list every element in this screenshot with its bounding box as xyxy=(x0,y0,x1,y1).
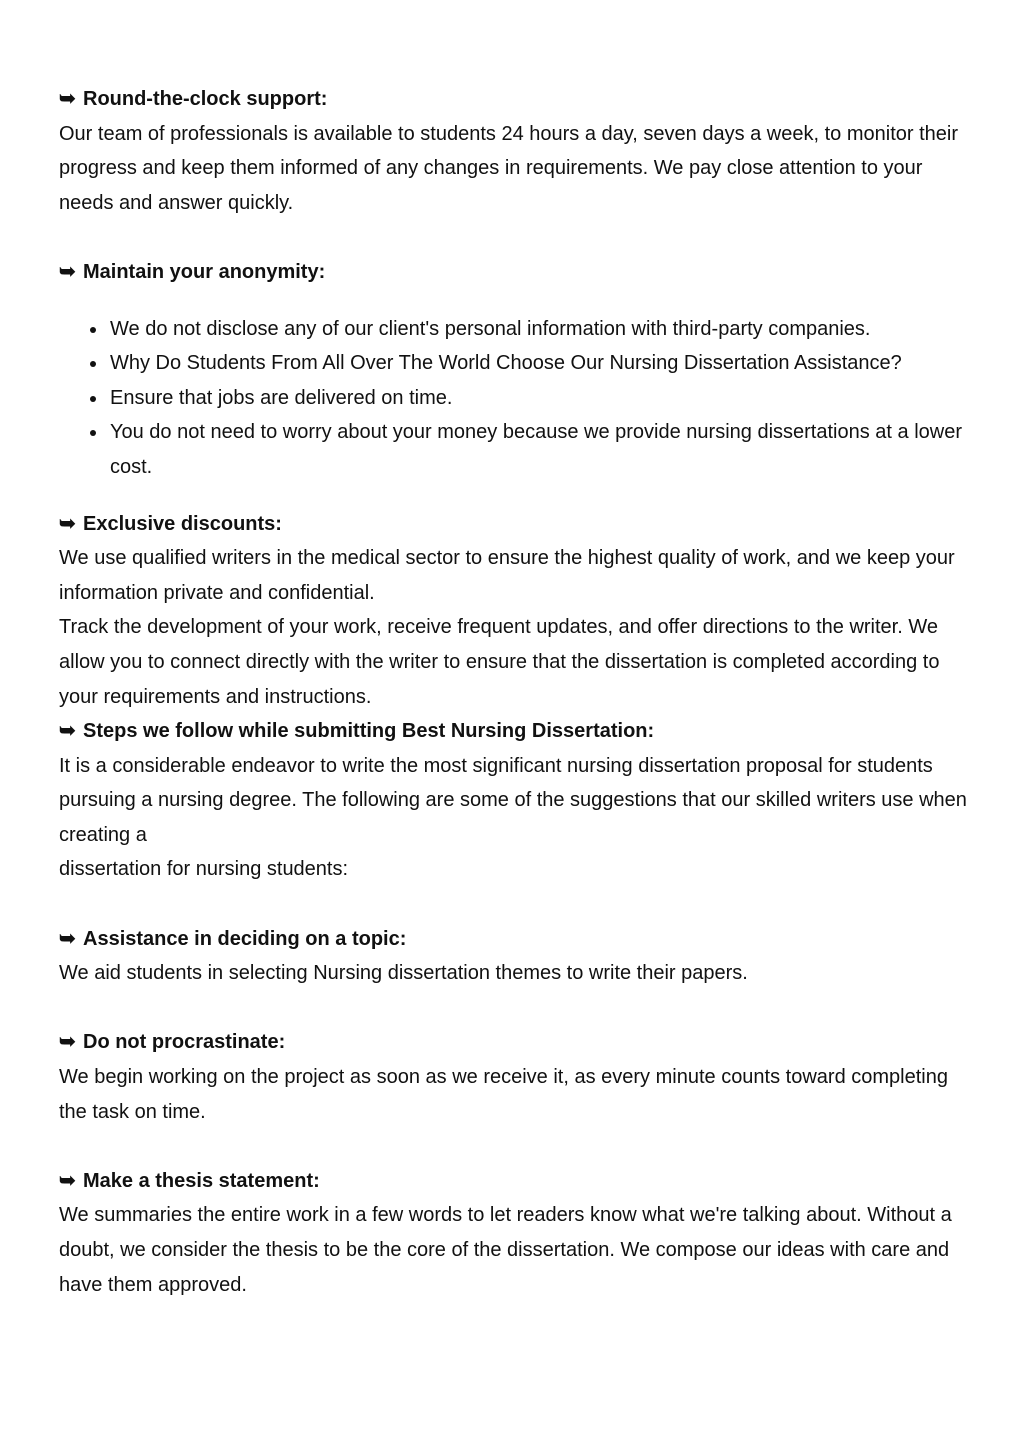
section-heading-text: Assistance in deciding on a topic: xyxy=(83,927,407,950)
section-exclusive-discounts xyxy=(59,507,979,715)
section-heading-text: Round-the-clock support: xyxy=(83,88,328,110)
bullet-list xyxy=(59,312,979,485)
arrow-right-icon: ➥ xyxy=(59,720,76,743)
arrow-right-icon: ➥ xyxy=(59,88,76,110)
arrow-right-icon: ➥ xyxy=(59,512,76,535)
section-heading-text: Make a thesis statement: xyxy=(83,1169,320,1192)
paragraph: We summaries the entire work in a few words to let readers know what we're talking about. Without a doubt, we consider the thesis to be the core of the dissertation. We compose our ideas with care and have them approved. xyxy=(59,1204,952,1296)
section-heading xyxy=(59,1164,979,1199)
section-heading xyxy=(59,82,979,117)
section-assistance-topic xyxy=(59,922,979,991)
arrow-right-icon: ➥ xyxy=(59,927,76,950)
section-heading xyxy=(59,507,979,542)
paragraph: We begin working on the project as soon as we receive it, as every minute counts toward completing the task on time. xyxy=(59,1066,948,1123)
paragraph: We use qualified writers in the medical sector to ensure the highest quality of work, and we keep your information private and confidential. xyxy=(59,547,955,604)
paragraph: It is a considerable endeavor to write the most significant nursing dissertation proposal for students pursuing a nursing degree. The following are some of the suggestions that our skilled writers use when creating a xyxy=(59,754,967,846)
section-maintain-anonymity xyxy=(59,255,979,485)
list-item: We do not disclose any of our client's personal information with third-party companies. xyxy=(110,312,979,347)
arrow-right-icon: ➥ xyxy=(59,1031,76,1054)
section-heading xyxy=(59,922,979,957)
paragraph: Track the development of your work, receive frequent updates, and offer directions to the writer. We allow you to connect directly with the writer to ensure that the dissertation is completed according to your requirements and instructions. xyxy=(59,616,940,708)
section-heading xyxy=(59,714,979,749)
document-page xyxy=(59,82,979,1302)
section-heading-text: Exclusive discounts: xyxy=(83,512,282,535)
section-heading-text: Do not procrastinate: xyxy=(83,1031,286,1054)
paragraph: Our team of professionals is available to students 24 hours a day, seven days a week, to monitor their progress and keep them informed of any changes in requirements. We pay close attention to your needs and answer quickly. xyxy=(59,122,958,214)
section-round-the-clock-support xyxy=(59,82,979,220)
section-steps-we-follow xyxy=(59,714,979,887)
section-heading-text: Steps we follow while submitting Best Nursing Dissertation: xyxy=(83,720,655,743)
list-item: You do not need to worry about your money because we provide nursing dissertations at a lower cost. xyxy=(110,415,979,484)
section-heading-text: Maintain your anonymity: xyxy=(83,260,326,283)
paragraph: We aid students in selecting Nursing dissertation themes to write their papers. xyxy=(59,962,748,985)
section-heading xyxy=(59,1025,979,1060)
list-item: Ensure that jobs are delivered on time. xyxy=(110,381,979,416)
list-item: Why Do Students From All Over The World Choose Our Nursing Dissertation Assistance? xyxy=(110,346,979,381)
arrow-right-icon: ➥ xyxy=(59,1169,76,1192)
arrow-right-icon: ➥ xyxy=(59,260,76,283)
section-thesis-statement xyxy=(59,1164,979,1302)
section-do-not-procrastinate xyxy=(59,1025,979,1129)
section-heading xyxy=(59,255,979,290)
paragraph: dissertation for nursing students: xyxy=(59,858,349,881)
